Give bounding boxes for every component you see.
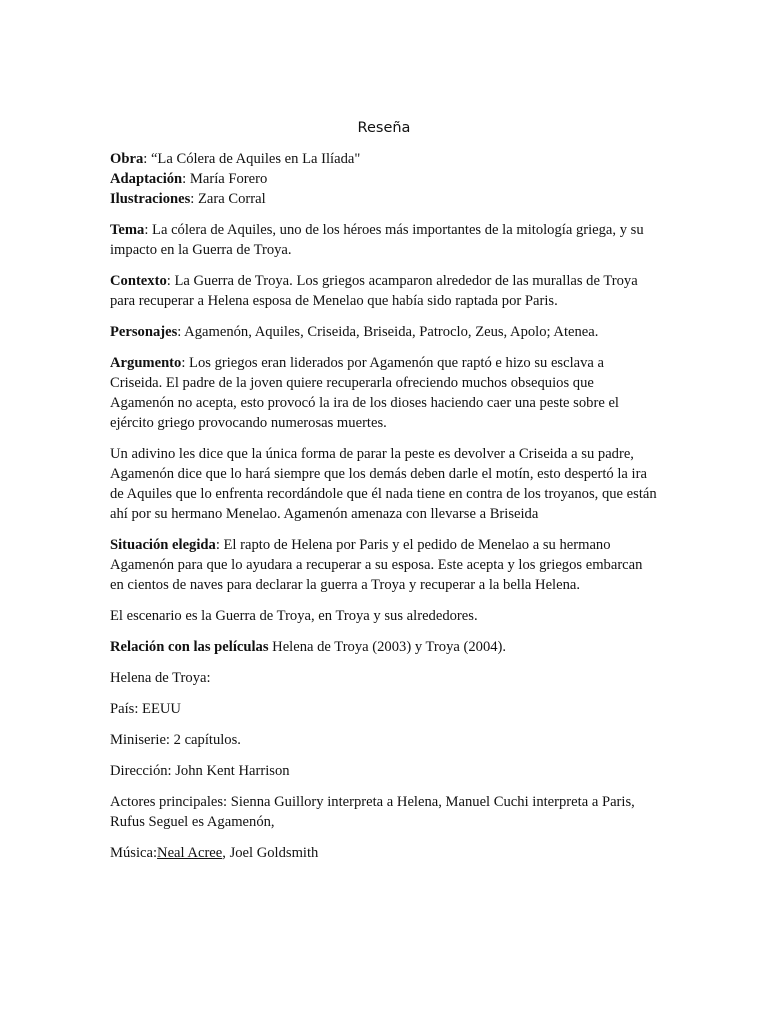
relacion-value: Helena de Troya (2003) y Troya (2004). — [268, 639, 507, 655]
argumento-label: Argumento — [110, 355, 182, 371]
obra-label: Obra — [110, 151, 144, 167]
ilustraciones-value: : Zara Corral — [190, 191, 266, 207]
neal-acree-link[interactable]: Neal Acree — [157, 845, 223, 861]
obra-line — [110, 149, 658, 169]
document-title: Reseña — [357, 120, 411, 136]
miniserie-line: Miniserie: 2 capítulos. — [110, 732, 241, 748]
helena-heading: Helena de Troya: — [110, 670, 211, 686]
adaptacion-value: : María Forero — [182, 171, 268, 187]
musica-line — [110, 843, 658, 863]
musica-label: Música: — [110, 845, 158, 861]
personajes-paragraph — [110, 322, 658, 342]
argumento-paragraph — [110, 353, 658, 433]
situacion-paragraph — [110, 535, 658, 595]
adaptacion-line — [110, 169, 658, 189]
escenario-paragraph: El escenario es la Guerra de Troya, en Troya y sus alrededores. — [110, 608, 478, 624]
relacion-paragraph — [110, 637, 658, 657]
personajes-label: Personajes — [110, 324, 178, 340]
contexto-label: Contexto — [110, 273, 167, 289]
adaptacion-label: Adaptación — [110, 171, 183, 187]
ilustraciones-label: Ilustraciones — [110, 191, 191, 207]
contexto-paragraph — [110, 271, 658, 311]
contexto-value: : La Guerra de Troya. Los griegos acamparon alrededor de las murallas de Troya para recuperar a Helena esposa de Menelao que había sido raptada por Paris. — [110, 273, 638, 309]
actores-paragraph: Actores principales: Sienna Guillory interpreta a Helena, Manuel Cuchi interpreta a Paris, Rufus Seguel es Agamenón, — [110, 794, 635, 830]
ilustraciones-line — [110, 189, 658, 209]
pais-line: País: EEUU — [110, 701, 181, 717]
adivino-paragraph: Un adivino les dice que la única forma de parar la peste es devolver a Criseida a su padre, Agamenón dice que lo hará siempre que los demás deben darle el motín, esto despertó la ira de Aquiles que lo enfrenta recordándole que él nada tiene en contra de los troyanos, que están ahí por su hermano Menelao. Agamenón amenaza con llevarse a Briseida — [110, 446, 657, 522]
tema-label: Tema — [110, 222, 145, 238]
argumento-value: : Los griegos eran liderados por Agamenón que raptó e hizo su esclava a Criseida. El padre de la joven quiere recuperarla ofreciendo muchos obsequios que Agamenón no acepta, esto provocó la ira de los dioses haciendo caer una peste sobre el ejército griego provocando numerosas muertes. — [110, 355, 619, 431]
document-page — [110, 118, 658, 874]
situacion-value: : El rapto de Helena por Paris y el pedido de Menelao a su hermano Agamenón para que lo ayudara a recuperar a su esposa. Este acepta y los griegos embarcan en cientos de naves para declarar la guerra a Troya y recuperar a la bella Helena. — [110, 537, 643, 593]
tema-value: : La cólera de Aquiles, uno de los héroes más importantes de la mitología griega, y su impacto en la Guerra de Troya. — [110, 222, 644, 258]
relacion-label: Relación con las películas — [110, 639, 269, 655]
obra-value: : “La Cólera de Aquiles en La Ilíada" — [143, 151, 361, 167]
personajes-value: : Agamenón, Aquiles, Criseida, Briseida, Patroclo, Zeus, Apolo; Atenea. — [177, 324, 599, 340]
musica-rest: , Joel Goldsmith — [222, 845, 319, 861]
tema-paragraph — [110, 220, 658, 260]
direccion-line: Dirección: John Kent Harrison — [110, 763, 290, 779]
situacion-label: Situación elegida — [110, 537, 216, 553]
